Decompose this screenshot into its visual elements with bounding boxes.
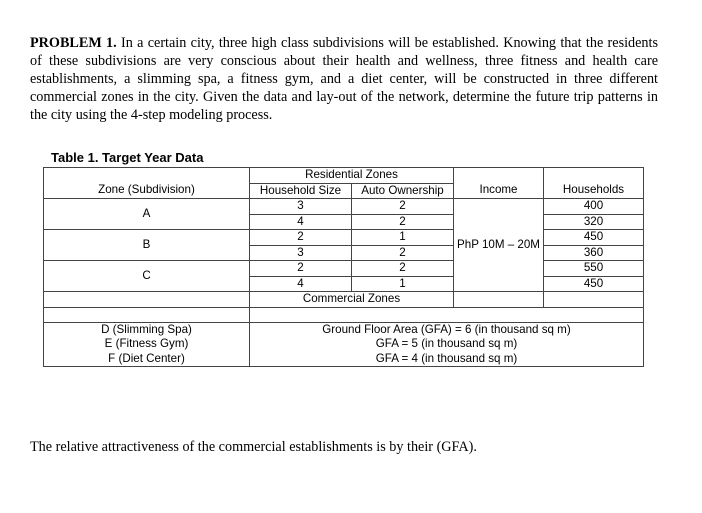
commercial-zones-header: Commercial Zones bbox=[250, 292, 454, 308]
zone-b-auto-1: 1 bbox=[352, 230, 454, 246]
zone-c-households-2: 450 bbox=[544, 276, 644, 292]
residential-zones-header: Residential Zones bbox=[250, 168, 454, 184]
problem-text: In a certain city, three high class subdivisions will be established. Knowing that the residents of these subdivisions are very conscious about their health and wellness, three fitness and health care establishments, a slimming spa, a fitness gym, and a diet center, will be constructed in three different commercial zones in the city. Given the data and lay-out of the network, determine the future trip patterns in the city using the 4-step modeling process. bbox=[30, 35, 658, 123]
zone-c-size-2: 4 bbox=[250, 276, 352, 292]
target-year-data-table bbox=[43, 167, 644, 367]
commercial-f-name: F (Diet Center) bbox=[44, 352, 250, 367]
problem-label: PROBLEM 1. bbox=[30, 35, 117, 51]
auto-ownership-header: Auto Ownership bbox=[352, 183, 454, 199]
blank-cell bbox=[44, 168, 250, 184]
households-header: Households bbox=[544, 183, 644, 199]
blank-cell bbox=[454, 168, 544, 184]
zone-b-size-2: 3 bbox=[250, 245, 352, 261]
zone-a-size-2: 4 bbox=[250, 214, 352, 230]
commercial-f-gfa: GFA = 4 (in thousand sq m) bbox=[250, 352, 644, 367]
commercial-d-name: D (Slimming Spa) bbox=[44, 322, 250, 337]
attractiveness-note: The relative attractiveness of the commercial establishments is by their (GFA). bbox=[30, 439, 477, 455]
zone-a-size-1: 3 bbox=[250, 199, 352, 215]
zone-b-households-2: 360 bbox=[544, 245, 644, 261]
zone-b-name: B bbox=[44, 230, 250, 261]
blank-cell bbox=[44, 292, 250, 308]
blank-cell bbox=[544, 168, 644, 184]
blank-cell bbox=[544, 292, 644, 308]
commercial-e-name: E (Fitness Gym) bbox=[44, 337, 250, 352]
zone-c-auto-1: 2 bbox=[352, 261, 454, 277]
blank-cell bbox=[44, 307, 250, 322]
table-title: Table 1. Target Year Data bbox=[51, 150, 204, 165]
zone-a-name: A bbox=[44, 199, 250, 230]
zone-b-auto-2: 2 bbox=[352, 245, 454, 261]
zone-c-auto-2: 1 bbox=[352, 276, 454, 292]
zone-a-auto-1: 2 bbox=[352, 199, 454, 215]
blank-cell bbox=[454, 292, 544, 308]
zone-header: Zone (Subdivision) bbox=[44, 183, 250, 199]
commercial-d-gfa: Ground Floor Area (GFA) = 6 (in thousand sq m) bbox=[250, 322, 644, 337]
zone-a-auto-2: 2 bbox=[352, 214, 454, 230]
zone-c-households-1: 550 bbox=[544, 261, 644, 277]
household-size-header: Household Size bbox=[250, 183, 352, 199]
zone-b-households-1: 450 bbox=[544, 230, 644, 246]
commercial-e-gfa: GFA = 5 (in thousand sq m) bbox=[250, 337, 644, 352]
zone-a-households-2: 320 bbox=[544, 214, 644, 230]
income-value: PhP 10M – 20M bbox=[454, 199, 544, 292]
problem-statement bbox=[30, 34, 658, 124]
blank-cell bbox=[250, 307, 644, 322]
zone-c-name: C bbox=[44, 261, 250, 292]
zone-a-households-1: 400 bbox=[544, 199, 644, 215]
income-header: Income bbox=[454, 183, 544, 199]
zone-b-size-1: 2 bbox=[250, 230, 352, 246]
zone-c-size-1: 2 bbox=[250, 261, 352, 277]
